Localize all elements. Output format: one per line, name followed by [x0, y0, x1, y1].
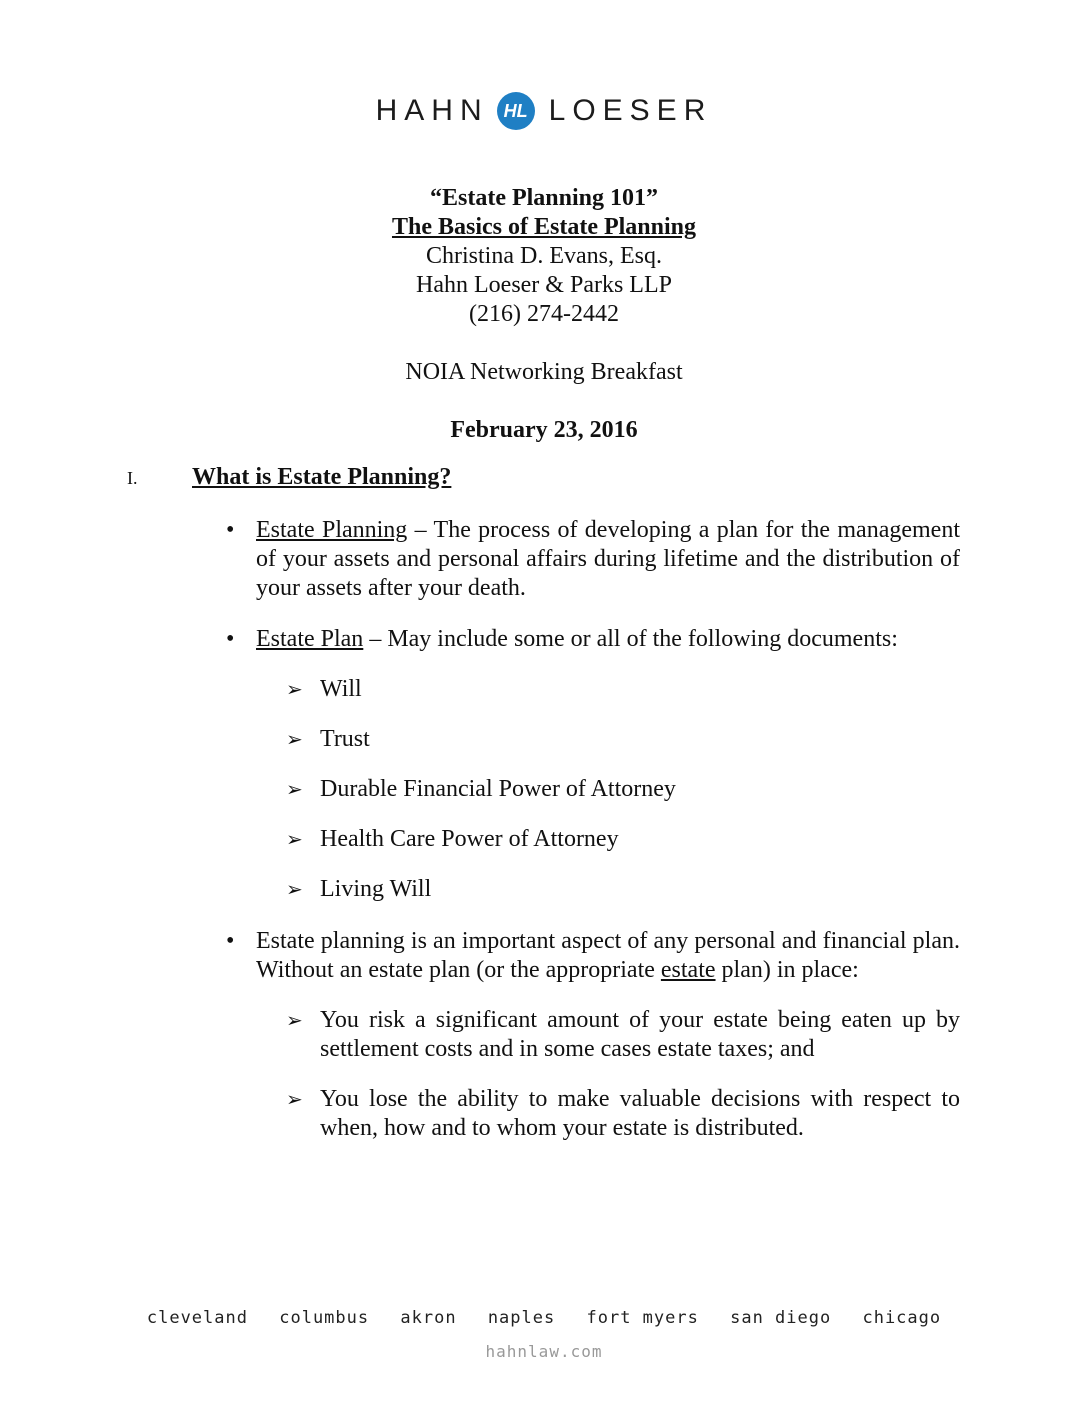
- bullet-dot-icon: •: [226, 928, 235, 954]
- event-name: NOIA Networking Breakfast: [405, 359, 683, 385]
- footer-city: akron: [400, 1308, 457, 1328]
- list-item: ➢ Health Care Power of Attorney: [286, 826, 619, 852]
- bullet-dot-icon: •: [226, 517, 235, 543]
- document-title: “Estate Planning 101”: [429, 185, 659, 211]
- arrow-bullet-icon: ➢: [286, 877, 303, 901]
- footer-city: cleveland: [146, 1308, 248, 1328]
- footer-city: naples: [487, 1308, 556, 1328]
- phone-number: (216) 274-2442: [469, 301, 619, 327]
- document-body: [0, 516, 1088, 1143]
- footer-city: san diego: [730, 1308, 832, 1328]
- arrow-bullet-icon: ➢: [286, 727, 303, 751]
- arrow-bullet-icon: ➢: [286, 777, 303, 801]
- section-number: I.: [127, 468, 138, 488]
- footer-city: columbus: [279, 1308, 370, 1328]
- event-date: February 23, 2016: [450, 417, 638, 443]
- logo-right-word: LOESER: [548, 94, 713, 127]
- author-name: Christina D. Evans, Esq.: [426, 243, 662, 269]
- list-item: ➢ You risk a significant amount of your estate being eaten up by settlement costs and in some cases estate taxes; and: [286, 1007, 960, 1062]
- logo-left-word: HAHN: [375, 94, 489, 127]
- bullet-text: – May include some or all of the following documents:: [363, 626, 898, 652]
- footer-city: fort myers: [586, 1308, 699, 1328]
- document-header: [0, 184, 1088, 445]
- firm-logo: [0, 92, 1088, 130]
- list-item: ➢ Living Will: [286, 876, 432, 902]
- firm-name: Hahn Loeser & Parks LLP: [416, 272, 672, 298]
- arrow-bullet-icon: ➢: [286, 827, 303, 851]
- logo-mark-icon: HL: [497, 92, 535, 130]
- list-item: ➢ Durable Financial Power of Attorney: [286, 776, 676, 802]
- bullet-text: – The process of developing a plan for the management of your assets and personal affairs during lifetime and the distribution of your assets after your death.: [256, 517, 960, 601]
- bullet-estate-planning: [226, 516, 960, 603]
- list-item: ➢ You lose the ability to make valuable decisions with respect to when, how and to whom your estate is distributed.: [286, 1086, 960, 1141]
- list-item: ➢ Will: [286, 676, 362, 702]
- bullet-importance: • Estate planning is an important aspect of any personal and financial plan. Without an estate plan (or the appropriate estate plan) in place:: [226, 928, 960, 983]
- document-subtitle: The Basics of Estate Planning: [391, 214, 697, 240]
- footer-website: hahnlaw.com: [485, 1342, 603, 1361]
- section-title: What is Estate Planning?: [192, 464, 452, 490]
- bullet-dot-icon: •: [226, 626, 235, 652]
- arrow-bullet-icon: ➢: [286, 677, 303, 701]
- footer-cities: [0, 1308, 1088, 1328]
- bullet-term: Estate Plan: [256, 626, 364, 652]
- footer-city: chicago: [862, 1308, 942, 1328]
- arrow-bullet-icon: ➢: [286, 1008, 303, 1032]
- bullet-term: Estate Planning: [256, 517, 408, 543]
- bullet-estate-plan: [226, 625, 960, 654]
- list-item: ➢ Trust: [286, 726, 370, 752]
- arrow-bullet-icon: ➢: [286, 1087, 303, 1111]
